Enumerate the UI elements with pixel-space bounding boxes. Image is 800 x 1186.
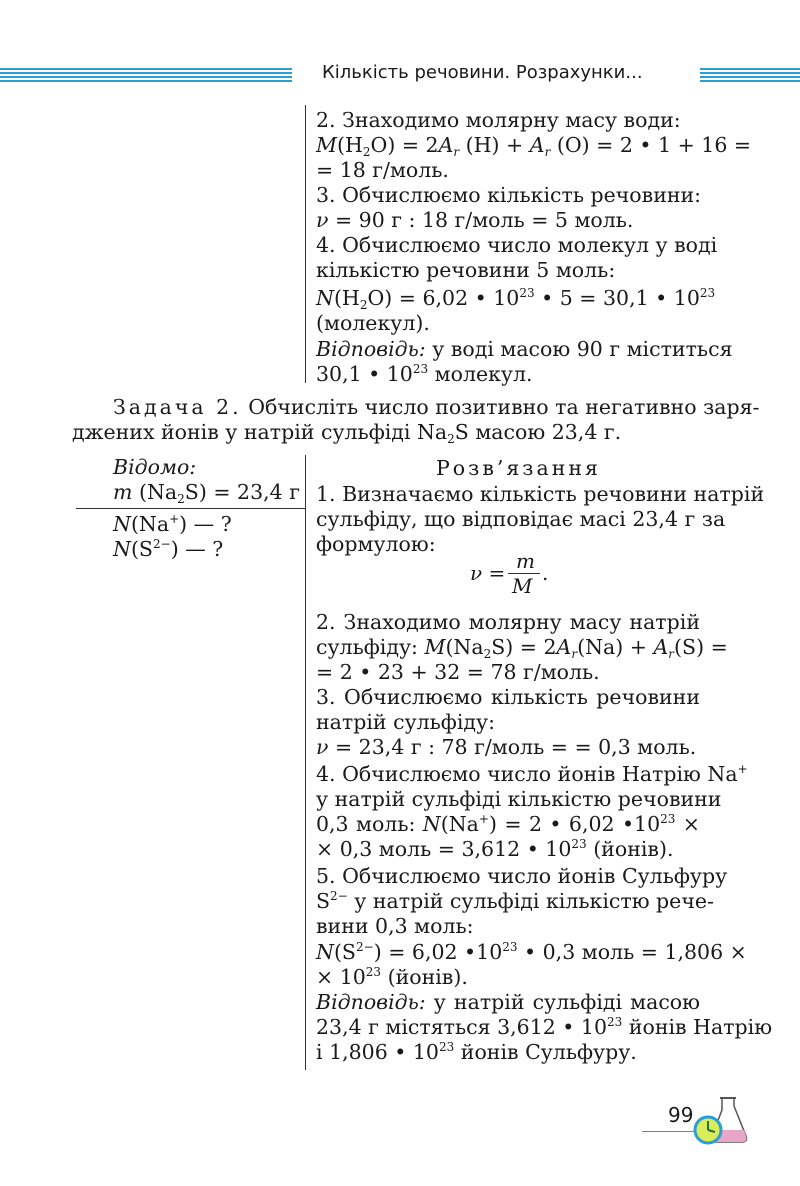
block1-line-1: 2. Знаходимо молярну масу води: (316, 108, 681, 132)
solution-line-12: 0,3 моль: N(Na+) = 2 • 6,02 $•10^{23}$ × (316, 812, 700, 836)
formula-denominator: M (512, 574, 533, 598)
solution-line-10: 4. Обчислюємо число йонів Натрію Na+ (316, 762, 748, 786)
header-stripe-right (700, 68, 800, 82)
solution-line-18: × $10^{23}$ (йонів). (316, 965, 468, 989)
solution-divider (305, 455, 306, 1070)
block1-line-3: = 18 г/моль. (316, 158, 449, 182)
given-underline (76, 508, 305, 509)
solution-line-4: 2. Знаходимо молярну масу натрій (316, 610, 700, 634)
block1-line-5: ν = 90 г : 18 г/моль = 5 моль. (316, 208, 634, 232)
clock-flask-icon (688, 1092, 752, 1152)
solution-line-11: у натрій сульфіді кількістю речовини (316, 787, 722, 811)
block1-answer-2: 30,1 • $10^{23}$ молекул. (316, 362, 533, 386)
find-s-ions: $N(S^{2-})$ — ? (113, 537, 224, 561)
solution-line-3: формулою: (316, 532, 436, 556)
page-number: 99 (668, 1103, 694, 1127)
running-header: Кількість речовини. Розрахунки... (322, 62, 643, 83)
header-stripe-left (0, 68, 292, 82)
solution-title: Розв’язання (436, 456, 601, 480)
solution-line-1: 1. Визначаємо кількість речовини натрій (316, 482, 765, 506)
solution-line-16: вини 0,3 моль: (316, 914, 474, 938)
task2-statement-line-1: Задача 2. Обчисліть число позитивно та негативно заря- (113, 395, 760, 419)
solution-line-17: $N(S^{2-}) = 6,02$ $•10^{23}$ • 0,3 моль = 1,806 × (316, 940, 747, 964)
solution-line-6: = 2 • 23 + 32 = 78 г/моль. (316, 660, 600, 684)
solution-answer-3: і 1,806 • $10^{23}$ йонів Сульфуру. (316, 1040, 637, 1064)
solution-answer-2: 23,4 г містяться 3,612 • $10^{23}$ йонів Натрію (316, 1015, 773, 1039)
solution-line-9: ν = 23,4 г : 78 г/моль = = 0,3 моль. (316, 735, 697, 759)
find-na-ions: N(Na+) — ? (113, 512, 232, 536)
given-title: Відомо: (113, 455, 197, 479)
block1-line-4: 3. Обчислюємо кількість речовини: (316, 183, 702, 207)
solution-line-15: $S^{2-}$ у натрій сульфіді кількістю рече- (316, 889, 714, 913)
solution-line-2: сульфіду, що відповідає масі 23,4 г за (316, 507, 726, 531)
solution-line-7: 3. Обчислюємо кількість речовини (316, 685, 700, 709)
block1-divider (305, 105, 306, 383)
formula-period: . (542, 561, 549, 585)
block1-line-7: кількістю речовини 5 моль: (316, 258, 616, 282)
solution-line-13: × 0,3 моль = 3,612 • $10^{23}$ (йонів). (316, 837, 674, 861)
solution-line-14: 5. Обчислюємо число йонів Сульфуру (316, 864, 728, 888)
block1-answer: Відповідь: у воді масою 90 г міститься (316, 337, 733, 361)
block1-line-6: 4. Обчислюємо число молекул у воді (316, 233, 718, 257)
task2-statement-line-2: джених йонів у натрій сульфіді $Na_2S$ масою 23,4 г. (72, 420, 622, 446)
block1-line-8: $N(H_2O) = 6,02$ • $10^{23}$ • 5 = 30,1 • $10^{23}$ (316, 286, 716, 312)
formula-nu: ν = (470, 561, 506, 585)
given-mass: m $(Na_2S) = 23,4$ г (113, 480, 300, 506)
formula-numerator: m (516, 549, 535, 573)
block1-line-2: $M(H_2O) = 2A_r$ $(H) + A_r$ (O) = 2 • 1 + 16 = (316, 133, 752, 159)
solution-line-5: сульфіду: $M(Na_2S) = 2A_r(Na) + A_r(S)$ = (316, 635, 728, 661)
solution-line-8: натрій сульфіду: (316, 710, 496, 734)
solution-answer-1: Відповідь: у натрій сульфіді масою (316, 990, 700, 1014)
block1-line-9: (молекул). (316, 311, 430, 335)
